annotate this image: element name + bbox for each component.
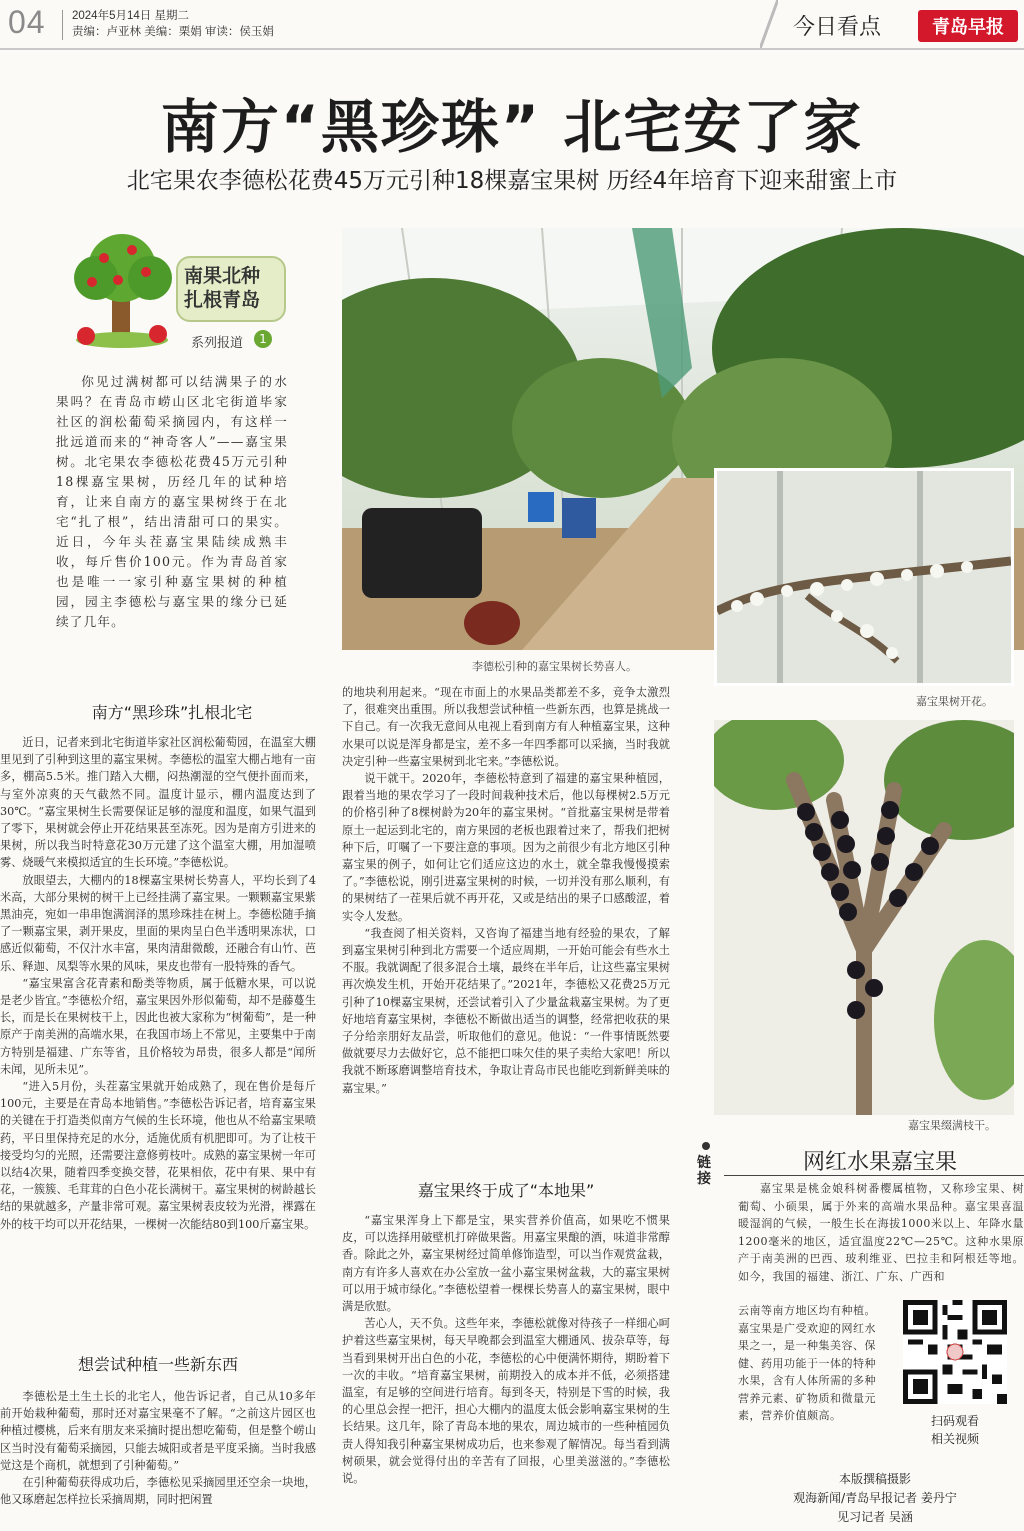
editor-credits: 责编：卢亚林 美编：栗娟 审读：侯玉娟	[72, 26, 274, 38]
body-paragraph: 说干就干。2020年，李德松特意到了福建的嘉宝果种植园，跟着当地的果农学习了一段时间栽种技术后，他以每棵树2.5万元的价格引种了8棵树龄为20年的嘉宝果树。“首批嘉宝果树是带着原土一起运到北宅的，南方果园的老板也跟着过来了，帮我们把树种下后，叮嘱了一下要注意的事项。因为之前很少有北方地区引种嘉宝果的例子，如何让它们适应这边的水土，就全靠我慢慢摸索了。”李德松说，刚引进嘉宝果树的时候，一切并没有那么顺利，有的果树结了一茬果后就不再开花，又或是结出的果子口感酸涩，着实令人发愁。	[342, 772, 670, 923]
series-title: 南果北种 扎根青岛	[184, 265, 261, 311]
header-rule	[0, 48, 1024, 50]
flowering-branch-illustration	[717, 471, 1011, 683]
flowering-branch-photo	[714, 468, 1014, 686]
header-slant-decoration	[760, 0, 778, 48]
body-paragraph: 李德松是土生土长的北宅人，他告诉记者，自己从10多年前开始栽种葡萄，那时还对嘉宝果毫不了解。“之前这片园区也种植过樱桃，后来有朋友来采摘时提出想吃葡萄，但是整个崂山区当时没有葡萄采摘园，只能去城阳或者是平度采摘。当时我感觉这是个商机，就想到了引种葡萄。”	[0, 1390, 316, 1472]
body-paragraph: 的地块利用起来。“现在市面上的水果品类都差不多，竞争太激烈了，很难突出重围。所以我想尝试种植一些新东西，也算是挑战一下自己。有一次我无意间从电视上看到南方有人种植嘉宝果，这种水果可以说是浑身都是宝，差不多一年四季都可以采摘，当时我就决定引种一些嘉宝果树到北宅来。”李德松说。	[342, 686, 670, 768]
body-paragraph: 在引种葡萄获得成功后，李德松见采摘园里还空余一块地，他又琢磨起怎样拉长采摘周期，同时把闲置	[0, 1476, 316, 1507]
header-divider	[62, 10, 63, 40]
lead-paragraph: 你见过满树都可以结满果子的水果吗？在青岛市崂山区北宅街道毕家社区的润松葡萄采摘园内，有这样一批远道而来的“神奇客人”——嘉宝果树。北宅果农李德松花费45万元引种18棵嘉宝果树，历经几年的试种培育，让来自南方的嘉宝果树终于在北宅“扎了根”，结出清甜可口的果实。近日，今年头茬嘉宝果陆续成熟丰收，每斤售价100元。作为青岛首家也是唯一一家引种嘉宝果树的种植园，园主李德松与嘉宝果的缘分已延续了几年。	[56, 374, 288, 629]
section-heading-2: 想尝试种植一些新东西	[77, 1355, 238, 1374]
series-badge-block	[58, 228, 288, 354]
issue-date: 2024年5月14日 星期二	[72, 10, 189, 22]
fruit-branch-illustration	[714, 720, 1014, 1115]
header-info	[72, 8, 274, 40]
link-bullet	[702, 1142, 710, 1150]
headline: 南方“黑珍珠” 北宅安了家	[160, 93, 864, 161]
body-paragraph: 近日，记者来到北宅街道毕家社区润松葡萄园，在温室大棚里见到了引种到这里的嘉宝果树。李德松的温室大棚占地有一亩多，棚高5.5米。推门踏入大棚，闷热潮湿的空气便扑面而来，与室外凉爽的天气截然不同。温度计显示，棚内温度达到了30℃。“嘉宝果树生长需要保证足够的湿度和温度，如果气温到了零下，果树就会停止开花结果甚至冻死。因为是南方引进来的果树，所以我当时特意花30万元建了这个温室大棚，用加湿喷雾、烧暖气来模拟适宜的生长环境。”李德松说。	[0, 736, 316, 870]
sidebar-text-1: 嘉宝果是桃金娘科树番樱属植物，又称珍宝果、树葡萄、小硕果，属于外来的高端水果品种。嘉宝果喜温暖湿润的气候，一般生长在海拔1000米以上、年降水量1200毫米的地区，适宜温度22℃—25℃。这种水果原产于南美洲的巴西、玻利维亚、巴拉圭和阿根廷等地。如今，我国的福建、浙江、广东、广西和	[738, 1182, 1024, 1283]
body-paragraph: 放眼望去，大棚内的18棵嘉宝果树长势喜人，平均长到了4米高，大部分果树的树干上已经挂满了嘉宝果。一颗颗嘉宝果紫黑油亮，宛如一串串饱满润泽的黑珍珠挂在树上。李德松随手摘了一颗嘉宝果，剥开果皮，里面的果肉呈白色半透明果冻状，口感近似葡萄，不仅汁水丰富，果肉清甜微酸，还融合有山竹、芭乐、释迦、凤梨等水果的风味，果皮也带有一股特殊的香气。	[0, 873, 316, 973]
series-number: 1	[254, 330, 272, 348]
body-paragraph: “嘉宝果富含花青素和酚类等物质，属于低糖水果，可以说是老少皆宜。”李德松介绍，嘉宝果因外形似葡萄，却不是藤蔓生长，而是长在果树枝干上，因此也被大家称为“树葡萄”，是一种原产于南美洲的高端水果，在我国市场上不常见，主要集中于南方特别是福建、广东等省，且价格较为昂贵，很多人都是“闻所未闻，见所未见”。	[0, 976, 316, 1076]
sidebar-title: 网红水果嘉宝果	[802, 1150, 957, 1175]
link-label: 链接	[697, 1155, 711, 1187]
fruit-photo-caption: 嘉宝果缀满枝干。	[908, 1119, 996, 1132]
page-number: 04	[8, 4, 46, 40]
body-paragraph: “我查阅了相关资料，又咨询了福建当地有经验的果农，了解到嘉宝果树引种到北方需要一个适应周期，一开始可能会有些水土不服。我就调配了很多混合土壤，最终在半年后，让这些嘉宝果树再次焕发生机，开始开花结果了。”2021年，李德松又花费25万元引种了10棵嘉宝果树，还尝试着引入了少量盆栽嘉宝果树。为了更好地培育嘉宝果树，李德松不断做出适当的调整，经常把收获的果子分给亲朋好友品尝，听取他们的意见。他说：“一件事情既然要做就要尽力去做好它，总不能把口味欠佳的果子卖给大家吧！所以我就不断琢磨调整培育技术，争取让青岛市民也能吃到新鲜美味的嘉宝果。”	[342, 926, 670, 1095]
body-paragraph: 苦心人，天不负。这些年来，李德松就像对待孩子一样细心呵护着这些嘉宝果树，每天早晚都会到温室大棚通风、拔杂草等，每当看到果树开出白色的小花，李德松的心中便满怀期待，期盼着下一次的丰收。“培育嘉宝果树，前期投入的成本并不低，必须搭建温室，有足够的空间进行培育。每到冬天，特别是下雪的时候，我的心里总会捏一把汗，担心大棚内的温度太低会影响嘉宝果树的生长结果。这几年，除了青岛本地的果农，周边城市的一些种植园负责人得知我引种嘉宝果树成功后，也来参观了解情况。每当看到满树硕果，就会觉得付出的辛苦有了回报，心里美滋滋的。”李德松说。	[342, 1317, 670, 1486]
series-label: 系列报道	[191, 336, 244, 351]
newspaper-logo: 青岛早报	[918, 10, 1018, 42]
byline-line-1: 本版撰稿摄影	[838, 1472, 911, 1486]
sidebar-rule	[724, 1175, 1024, 1176]
section-heading-1: 南方“黑珍珠”扎根北宅	[91, 703, 253, 722]
sidebar-text-2: 云南等南方地区均有种植。嘉宝果是广受欢迎的网红水果之一，是一种集美容、保健、药用功能于一体的特种水果，含有人体所需的多种营养元素、矿物质和微量元素，营养价值颇高。	[738, 1304, 876, 1422]
section-title: 今日看点	[793, 15, 882, 40]
qr-code-icon	[903, 1300, 1007, 1404]
body-paragraph: “进入5月份，头茬嘉宝果就开始成熟了，现在售价是每斤100元，主要是在青岛本地销售。”李德松告诉记者，培育嘉宝果的关键在于打造类似南方气候的生长环境，他也从不给嘉宝果喷药，平日里保持充足的水分，适施优质有机肥即可。为了让枝干接受均匀的光照，还需要注意修剪枝叶。成熟的嘉宝果树一年可以结4次果，随着四季变换交替，花果相依，花中有果、果中有花，一簇簇、毛茸茸的白色小花长满树干。嘉宝果树的树龄越长结的果就越多，产量非常可观。嘉宝果树表皮较为光滑，裸露在外的枝干均可以开花结果，一棵树一次能结80到100斤嘉宝果。	[0, 1080, 316, 1231]
byline-line-3: 见习记者 吴涵	[837, 1510, 913, 1524]
main-photo-caption: 李德松引种的嘉宝果树长势喜人。	[472, 660, 637, 673]
column-1-part-2	[0, 1388, 316, 1508]
column-2-part-1	[342, 684, 670, 1097]
flower-photo-caption: 嘉宝果树开花。	[916, 695, 993, 708]
byline	[730, 1470, 1020, 1527]
byline-line-2: 观海新闻/青岛早报记者 姜丹宁	[793, 1491, 957, 1505]
column-2-part-2	[342, 1212, 670, 1487]
qr-code[interactable]	[903, 1300, 1007, 1404]
fruit-branch-photo	[714, 720, 1014, 1115]
section-heading-3: 嘉宝果终于成了“本地果”	[417, 1181, 595, 1200]
fruit-tree-icon	[58, 228, 186, 350]
body-paragraph: “嘉宝果浑身上下都是宝，果实营养价值高，如果吃不惯果皮，可以选择用破壁机打碎做果酱。用嘉宝果酿的酒，味道非常醇香。除此之外，嘉宝果树经过简单修饰造型，可以当作观赏盆栽，南方有许多人喜欢在办公室放一盆小嘉宝果树盆栽，大的嘉宝果树可以用于城市绿化。”李德松望着一棵棵长势喜人的嘉宝果树，眼中满是欣慰。	[342, 1214, 670, 1314]
qr-caption: 扫码观看 相关视频	[930, 1414, 979, 1446]
column-1-part-1	[0, 734, 316, 1233]
subheadline: 北宅果农李德松花费45万元引种18棵嘉宝果树 历经4年培育下迎来甜蜜上市	[126, 168, 898, 194]
